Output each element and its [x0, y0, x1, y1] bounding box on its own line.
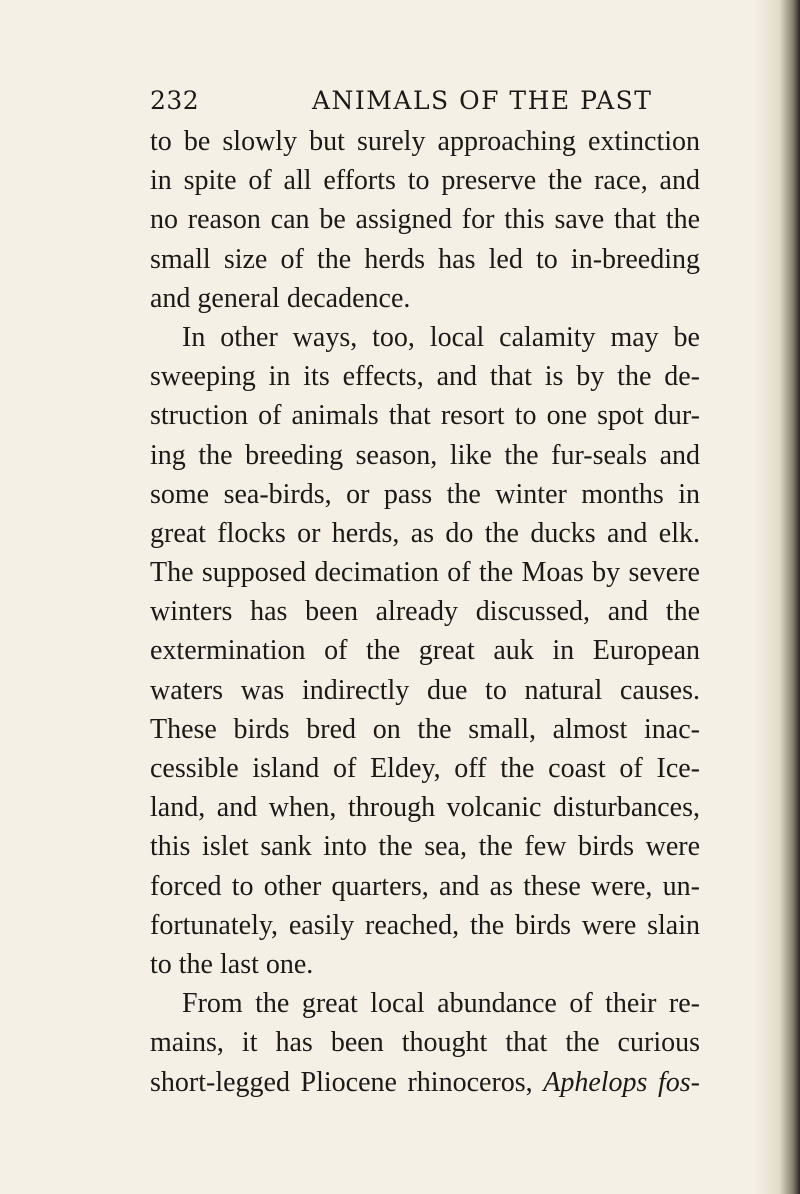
text-line: winters has been already discussed, and the: [150, 596, 700, 628]
text-line: extermination of the great auk in European: [150, 635, 700, 667]
text-line: this islet sank into the sea, the few birds were: [150, 831, 700, 863]
text-line: in spite of all efforts to preserve the race, and: [150, 165, 700, 197]
text-line: small size of the herds has led to in-breeding: [150, 243, 700, 275]
page-number: 232: [150, 86, 200, 115]
body-text: [150, 122, 700, 1102]
text-line: forced to other quarters, and as these were, un-: [150, 870, 700, 902]
text-line: The supposed decimation of the Moas by severe: [150, 557, 700, 589]
text-line: cessible island of Eldey, off the coast of Ice-: [150, 753, 700, 784]
final-line-italic: Aphelops fos-: [543, 1066, 700, 1098]
text-line: struction of animals that resort to one spot dur-: [150, 400, 700, 432]
text-line: fortunately, easily reached, the birds were slain: [150, 909, 700, 941]
final-text-line: [150, 1063, 700, 1102]
text-line: mains, it has been thought that the curious: [150, 1027, 700, 1059]
text-line: In other ways, too, local calamity may be: [182, 321, 700, 353]
text-line: no reason can be assigned for this save that the: [150, 204, 700, 236]
text-line: From the great local abundance of their re-: [182, 988, 700, 1020]
text-line: ing the breeding season, like the fur-seals and: [150, 439, 700, 471]
text-line: These birds bred on the small, almost inac-: [150, 713, 700, 745]
text-line: to be slowly but surely approaching extinction: [150, 126, 700, 157]
text-line: and general decadence.: [150, 282, 411, 314]
text-line: great flocks or herds, as do the ducks and elk.: [150, 517, 700, 549]
text-line: to the last one.: [150, 948, 314, 980]
text-line: sweeping in its effects, and that is by the de-: [150, 361, 700, 393]
final-line-roman: short-legged Pliocene rhinoceros,: [150, 1066, 533, 1098]
running-head: ANIMALS OF THE PAST: [312, 86, 653, 115]
page-edge-shadow: [754, 0, 800, 1194]
text-line: waters was indirectly due to natural causes.: [150, 674, 700, 706]
text-line: some sea-birds, or pass the winter months in: [150, 478, 700, 510]
page-header: [150, 86, 690, 118]
text-line: land, and when, through volcanic disturbances,: [150, 792, 700, 824]
